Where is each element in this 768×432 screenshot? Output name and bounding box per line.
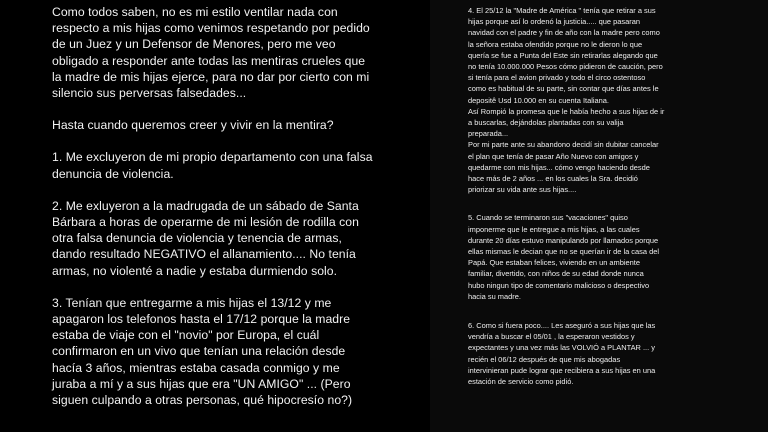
point-1-paragraph: 1. Me excluyeron de mi propio departamento con una falsa denuncia de violencia. (52, 150, 373, 181)
intro-paragraph: Como todos saben, no es mi estilo ventilar nada con respecto a mis hijas como venimos respetando por pedido de un Juez y un Defensor de Menores, pero me veo obligado a responder ante todas las mentiras crueles que la madre de mis hijas ejerce, para no dar por cierto con mi silencio sus perversas falsedades... (52, 5, 370, 101)
point-3-paragraph: 3. Tenían que entregarme a mis hijas el 13/12 y me apagaron los telefonos hasta el 17/12 porque la madre estaba de viaje con el "novio" por Europa, el cuál confirmaron en un vivo que tenían una relación desde hacía 3 años, mientras estaba casada conmigo y me juraba a mí y a sus hijas que era "UN AMIGO" ... (Pero siguen culpando a otras personas, qué hipocresío no?) (52, 295, 353, 408)
right-text-panel (430, 0, 768, 432)
point-4-paragraph: 4. El 25/12 la "Madre de América " tenía que retirar a sus hijas porque así lo ordenó la justicia..... que pasaran navidad con el padre y fin de año con la madre pero como la señora estaba ofendido porque no le dieron lo que quería se fue a Punta del Este sin retirarlas alegando que no tenía 10.000.000 Pesos cómo pidieron de caución, pero si tenía para el avion privado y todo el circo ostentoso como es habitual de su parte, sin contar que días antes le depositê Usd 10.000 en su cuenta Italiana. Así Rompió la promesa que le había hecho a sus hijas de ir a buscarlas, dejándolas plantadas con su valija preparada... Por mi parte ante su abandono decidí sin dubitar cancelar el plan que tenía de pasar Año Nuevo con amigos y quedarme con mis hijas... cómo vengo haciendo desde hace más de 2 años ... en los cuales la Sra. decidió priorizar su vida ante sus hijas.... (468, 6, 665, 195)
question-paragraph: Hasta cuando queremos creer y vivir en la mentira? (52, 118, 334, 133)
left-text-body (52, 4, 424, 408)
point-6-paragraph: 6. Como si fuera poco.... Les aseguró a sus hijas que las vendría a buscar el 05/01 , la esperaron vestidos y expectantes y una vez más las VOLVIÓ a PLANTAR ... y recién el 06/12 después de que mis abogadas intervinieran pude lograr que recibiera a sus hijas en una estación de servicio como pidió. (468, 321, 656, 387)
point-2-paragraph: 2. Me exluyeron a la madrugada de un sábado de Santa Bárbara a horas de operarme de mi lesión de rodilla con otra falsa denuncia de violencia y tenencia de armas, dando resultado NEGATIVO el allanamiento.... No tenía armas, no violenté a nadie y estaba durmiendo solo. (52, 198, 359, 278)
right-text-body (468, 5, 760, 387)
point-5-paragraph: 5. Cuando se terminaron sus "vacaciones" quiso imponerme que le entregue a mis hijas, a las cuales durante 20 días estuvo manipulando por llamados porque ellas mismas le decian que no se querían ir de la casa del Papá. Que estaban felices, viviendo en un ambiente familiar, divertido, con niños de su edad donde nunca hubo ningun tipo de comentario malicioso o despectivo hacia su madre. (468, 213, 660, 301)
